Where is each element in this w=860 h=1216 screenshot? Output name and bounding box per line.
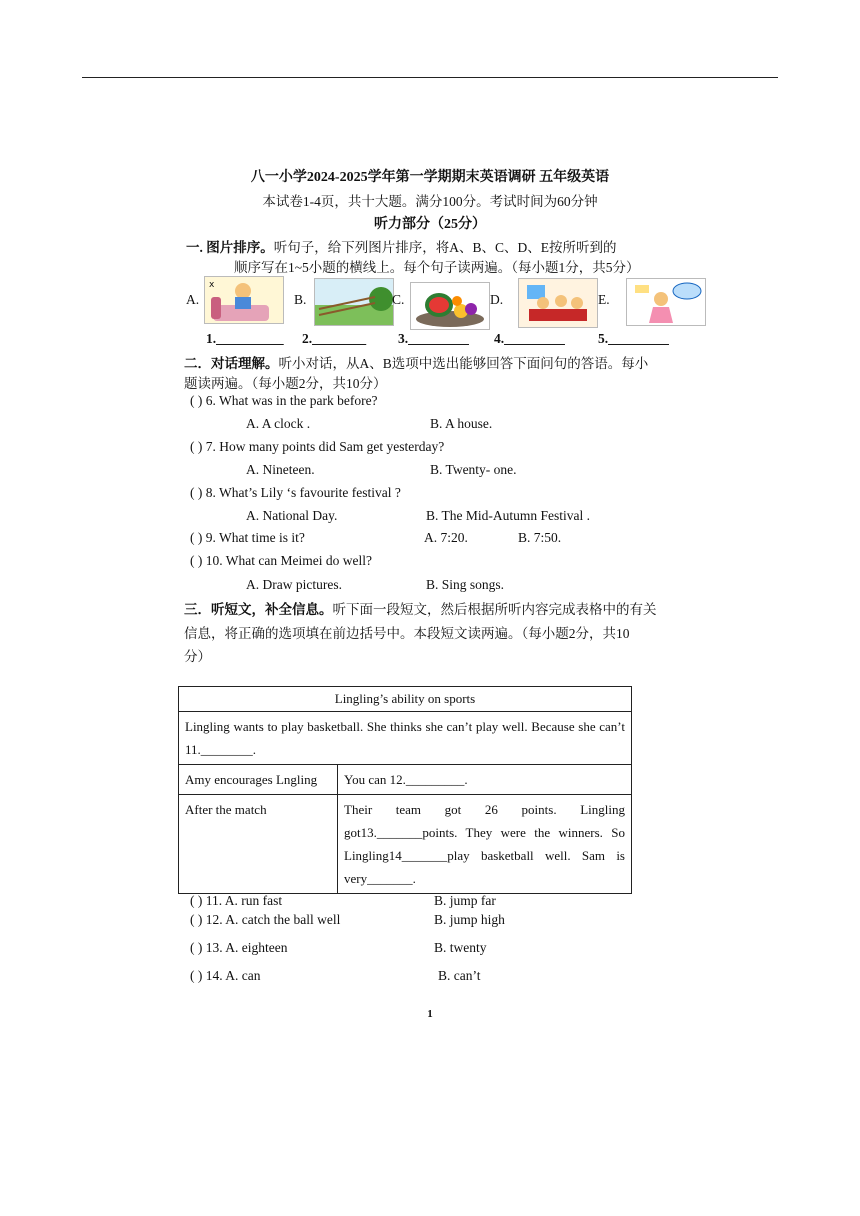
question-6-option-a[interactable]: A. A clock . (246, 416, 311, 431)
part1-instruction-text: 听句子，给下列图片排序，将A、B、C、D、E按所听到的 (273, 240, 617, 255)
question-13-option-b[interactable]: B. twenty (434, 940, 487, 955)
question-8: ( ) 8. What’s Lily ‘s favourite festival ? (190, 485, 401, 500)
table-row-3-right: Their team got 26 points. Lingling got13._______points. They were the winners. So Lingling14_______play basketball well. Sam is very_______. (338, 795, 632, 894)
table-row-3-left: After the match (179, 795, 338, 894)
part1-heading: 一. 图片排序。 (186, 240, 274, 255)
part3-instruction-3: 分） (184, 649, 211, 664)
part3-instruction (184, 598, 657, 618)
question-9: ( ) 9. What time is it? (190, 530, 305, 545)
part3-instruction-2: 信息，将正确的选项填在前边括号中。本段短文读两遍。（每小题2分，共10 (184, 626, 630, 641)
picture-b-label: B. (294, 292, 307, 307)
question-7: ( ) 7. How many points did Sam get yesterday? (190, 439, 445, 454)
sports-info-table (178, 686, 632, 894)
svg-text:x: x (209, 280, 215, 290)
page-number: 1 (427, 1008, 433, 1020)
question-6: ( ) 6. What was in the park before? (190, 393, 378, 408)
part2-instruction (184, 352, 648, 372)
table-row-2-left: Amy encourages Lngling (179, 765, 338, 795)
question-14: ( ) 14. A. can (190, 968, 261, 983)
part1-instruction (186, 236, 617, 256)
question-6-option-b[interactable]: B. A house. (430, 416, 493, 431)
part3-instruction-text: 听下面一段短文，然后根据所听内容完成表格中的有关 (332, 602, 657, 617)
answer-blank-4[interactable]: 4._________ (494, 331, 565, 346)
exam-title: 八一小学2024-2025学年第一学期期末英语调研 五年级英语 (250, 170, 610, 185)
table-row-1: Lingling wants to play basketball. She thinks she can’t play well. Because she can’t 11.________. (179, 712, 632, 765)
answer-blank-3[interactable]: 3._________ (398, 331, 469, 346)
park-fence-picture (314, 278, 394, 326)
part1-instruction-2: 顺序写在1~5小题的横线上。每个句子读两遍。（每小题1分，共5分） (234, 260, 640, 275)
part2-instruction-2: 题读两遍。（每小题2分，共10分） (184, 376, 387, 391)
answer-blank-5[interactable]: 5._________ (598, 331, 669, 346)
question-10: ( ) 10. What can Meimei do well? (190, 553, 372, 568)
answer-blank-1[interactable]: 1.__________ (206, 331, 284, 346)
question-12-option-b[interactable]: B. jump high (434, 912, 505, 927)
question-11-option-b[interactable]: B. jump far (434, 893, 496, 908)
question-7-option-b[interactable]: B. Twenty- one. (430, 462, 517, 477)
fruit-plate-picture (410, 282, 490, 330)
top-rule (82, 77, 778, 78)
question-13: ( ) 13. A. eighteen (190, 940, 288, 955)
table-row (179, 712, 632, 765)
question-7-option-a[interactable]: A. Nineteen. (246, 462, 315, 477)
question-12: ( ) 12. A. catch the ball well (190, 912, 341, 927)
question-9-option-a[interactable]: A. 7:20. (424, 530, 468, 545)
question-11: ( ) 11. A. run fast (190, 893, 283, 908)
part3-heading: 三．听短文，补全信息。 (184, 602, 333, 617)
question-8-option-b[interactable]: B. The Mid-Autumn Festival . (426, 508, 590, 523)
question-10-option-a[interactable]: A. Draw pictures. (246, 577, 342, 592)
picture-a-label: A. (186, 292, 200, 307)
question-14-option-b[interactable]: B. can’t (438, 968, 481, 983)
picture-c-label: C. (392, 292, 405, 307)
listening-heading: 听力部分（25分） (374, 217, 486, 232)
table-row-2-right: You can 12._________. (338, 765, 632, 795)
table-row (179, 765, 632, 795)
picture-d-label: D. (490, 292, 504, 307)
picture-e-label: E. (598, 292, 610, 307)
table-title-row (179, 687, 632, 712)
exam-info: 本试卷1-4页，共十大题。满分100分。考试时间为60分钟 (262, 194, 598, 209)
boy-on-sofa-picture (204, 276, 284, 324)
part2-instruction-text: 听小对话，从A、B选项中选出能够回答下面问句的答语。每小 (278, 356, 649, 371)
table-title: Lingling’s ability on sports (179, 687, 632, 712)
question-10-option-b[interactable]: B. Sing songs. (426, 577, 505, 592)
question-9-option-b[interactable]: B. 7:50. (518, 530, 562, 545)
question-8-option-a[interactable]: A. National Day. (246, 508, 338, 523)
table-row (179, 795, 632, 894)
family-dinner-picture (518, 278, 598, 328)
answer-blank-2[interactable]: 2.________ (302, 331, 367, 346)
part2-heading: 二．对话理解。 (184, 356, 279, 371)
girl-singing-picture (626, 278, 706, 326)
